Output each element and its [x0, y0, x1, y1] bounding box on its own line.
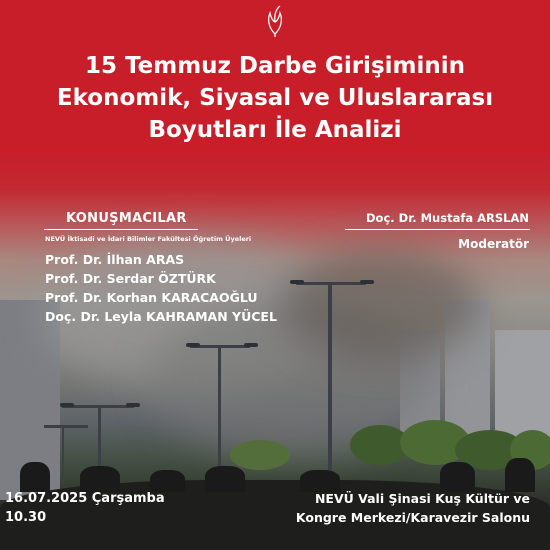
speaker-name: Prof. Dr. Serdar ÖZTÜRK — [45, 271, 216, 286]
divider — [44, 229, 198, 230]
speaker-name: Prof. Dr. İlhan ARAS — [45, 252, 185, 267]
nevu-tulip-logo-icon — [258, 3, 292, 37]
street-lamp-head — [126, 403, 140, 407]
title-line: Ekonomik, Siyasal ve Uluslararası — [56, 85, 494, 111]
speakers-heading: KONUŞMACILAR — [66, 211, 187, 226]
street-lamp-head — [60, 403, 74, 407]
event-venue — [296, 489, 530, 527]
poster-title — [0, 50, 550, 146]
crowd — [440, 462, 475, 492]
title-line: 15 Temmuz Darbe Girişiminin — [84, 53, 466, 79]
moderator-name: Doç. Dr. Mustafa ARSLAN — [366, 211, 529, 225]
event-time: 10.30 — [5, 510, 47, 525]
street-lamp-arm — [44, 425, 88, 428]
title-line: Boyutları İle Analizi — [148, 117, 402, 143]
event-date: 16.07.2025 Çarşamba — [5, 491, 165, 506]
street-lamp-arm — [296, 282, 366, 285]
street-lamp-head — [186, 343, 200, 347]
street-lamp — [328, 282, 332, 482]
smoke-cloud — [280, 250, 480, 360]
event-datetime — [5, 489, 165, 527]
crowd — [20, 462, 50, 492]
street-lamp-head — [290, 280, 304, 284]
street-lamp-head — [360, 280, 374, 284]
street-lamp-head — [244, 343, 258, 347]
moderator-role: Moderatör — [458, 237, 529, 251]
tree — [230, 440, 290, 470]
divider — [345, 229, 530, 230]
speaker-name: Doç. Dr. Leyla KAHRAMAN YÜCEL — [45, 309, 277, 324]
speaker-name: Prof. Dr. Korhan KARACAOĞLU — [45, 290, 258, 305]
venue-line: Kongre Merkezi/Karavezir Salonu — [295, 510, 530, 525]
crowd — [205, 466, 245, 492]
street-lamp — [218, 345, 221, 485]
venue-line: NEVÜ Vali Şinasi Kuş Kültür ve — [314, 491, 530, 506]
street-lamp — [62, 425, 64, 485]
crowd — [505, 458, 535, 492]
faculty-subtitle: NEVÜ İktisadi ve İdari Bilimler Fakültesi Öğretim Üyeleri — [45, 235, 252, 243]
